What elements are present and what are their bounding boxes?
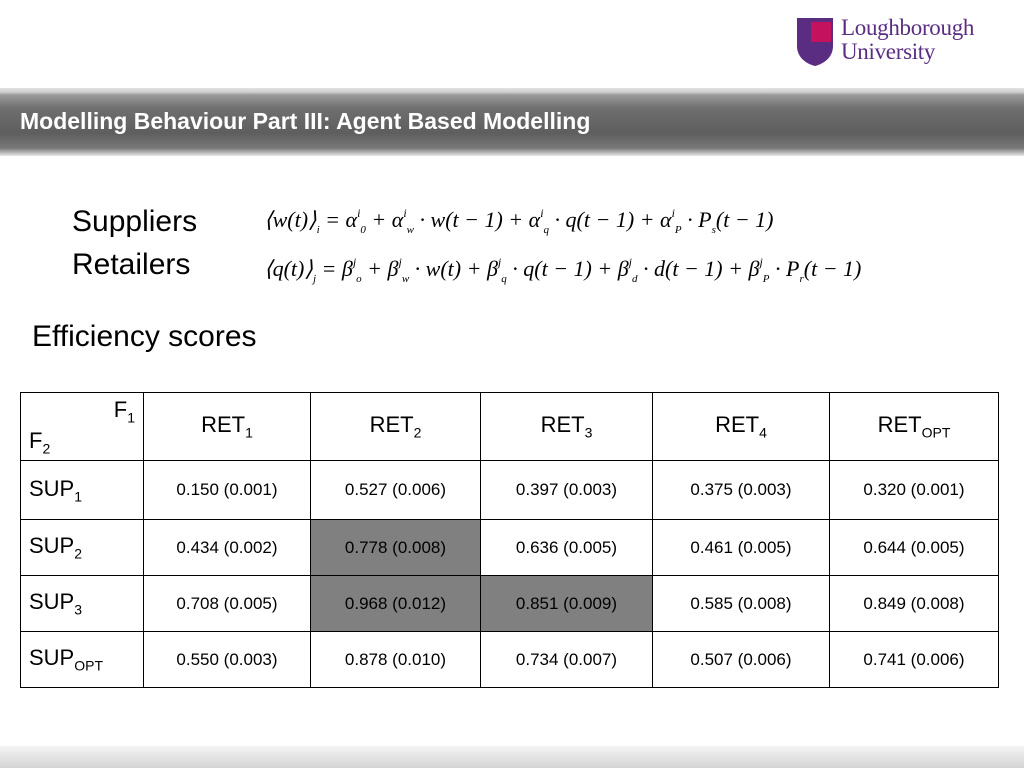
slide-title: Modelling Behaviour Part III: Agent Based Modelling	[20, 108, 591, 134]
table-cell-highlighted: 0.968 (0.012)	[311, 576, 481, 632]
retailers-label: Retailers	[72, 248, 191, 281]
col-header: $RET_4$	[653, 393, 830, 461]
table-cell: 0.461 (0.005)	[653, 520, 830, 576]
table-cell-highlighted: 0.851 (0.009)	[481, 576, 653, 632]
row-header: $SUP_1$	[21, 461, 144, 520]
table-cell: 0.878 (0.010)	[311, 632, 481, 688]
table-cell: 0.550 (0.003)	[144, 632, 311, 688]
table-cell: 0.527 (0.006)	[311, 461, 481, 520]
table-header-row	[21, 393, 999, 461]
table-cell: 0.636 (0.005)	[481, 520, 653, 576]
table-cell: 0.708 (0.005)	[144, 576, 311, 632]
efficiency-heading: Efficiency scores	[32, 320, 257, 353]
table-cell: 0.585 (0.008)	[653, 576, 830, 632]
shield-icon	[795, 16, 835, 66]
table-cell: 0.150 (0.001)	[144, 461, 311, 520]
col-header: $RET_3$	[481, 393, 653, 461]
table-cell: 0.734 (0.007)	[481, 632, 653, 688]
table-cell: 0.507 (0.006)	[653, 632, 830, 688]
table-cell: 0.741 (0.006)	[830, 632, 999, 688]
table-cell: 0.644 (0.005)	[830, 520, 999, 576]
table-cell-highlighted: 0.778 (0.008)	[311, 520, 481, 576]
retailer-equation: $⟨q(t)⟩_j = \beta^j_o + \beta^j_w \cdot w(t) + \beta^j_q \cdot q(t - 1) + \beta^j_d \cdot d(t - 1) + \beta^j_P \cdot P_r(t - 1)$	[264, 255, 862, 285]
table-row	[21, 520, 999, 576]
row-header: $SUP_3$	[21, 576, 144, 632]
suppliers-label: Suppliers	[72, 205, 198, 238]
table-row	[21, 461, 999, 520]
table-cell: 0.397 (0.003)	[481, 461, 653, 520]
row-header: $SUP_2$	[21, 520, 144, 576]
corner-cell: $F_1$ $F_2$	[21, 393, 144, 461]
title-bar	[0, 88, 1024, 156]
col-header: $RET_2$	[311, 393, 481, 461]
col-header: $RET_1$	[144, 393, 311, 461]
table-cell: 0.320 (0.001)	[830, 461, 999, 520]
university-logo	[795, 16, 1010, 68]
logo-line1: Loughborough	[841, 15, 975, 40]
row-header: $SUP_{OPT}$	[21, 632, 144, 688]
table-cell: 0.434 (0.002)	[144, 520, 311, 576]
logo-line2: University	[841, 39, 936, 64]
table-row	[21, 632, 999, 688]
f1-label: F	[113, 397, 128, 422]
table-row	[21, 576, 999, 632]
table-cell: 0.849 (0.008)	[830, 576, 999, 632]
footer-bar	[0, 746, 1024, 768]
supplier-equation: $⟨w(t)⟩_i = \alpha^i_0 + \alpha^i_w \cdot w(t - 1) + \alpha^i_q \cdot q(t - 1) + \alpha^i_P \cdot P_s(t - 1)$	[264, 206, 774, 236]
table-cell: 0.375 (0.003)	[653, 461, 830, 520]
f2-label: F	[29, 427, 43, 453]
efficiency-table	[20, 392, 999, 688]
col-header: $RET_{OPT}$	[830, 393, 999, 461]
